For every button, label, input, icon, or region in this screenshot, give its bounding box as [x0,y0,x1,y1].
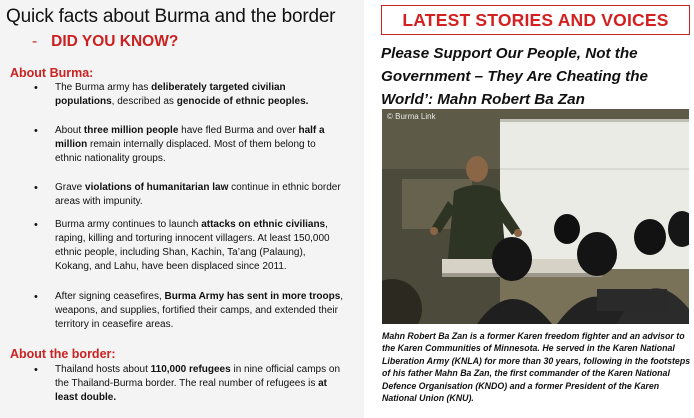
emphasis-text: violations of humanitarian law [85,182,229,193]
bullet-text [55,81,345,109]
classroom-photo [382,109,689,324]
bullet-text [55,181,345,209]
body-text: About [55,125,84,136]
photo-watermark: © Burma Link [387,112,436,121]
body-text: Grave [55,182,86,193]
about-burma-heading: About Burma: [10,66,94,80]
story-photo[interactable] [382,109,689,324]
body-text: , raping, killing and torturing innocent villagers. At least 150,000 ethnic people, including Shan, Kachin, Ta’ang (Palaung), Kokang, and Lahu, have been displaced since 2011. [55,219,330,272]
body-text: The Burma army has [55,82,152,93]
emphasis-text: half a million [55,125,325,150]
emphasis-text: Burma Army has sent in more troops [164,291,341,302]
story-caption: Mahn Robert Ba Zan is a former Karen freedom fighter and an advisor to the Karen Communities of Minnesota. He served in the Karen National Liberation Army (KNLA) for more than 30 years, following in the footsteps of his father Mahn Ba Zan, the first commander of the Karen National Defence Organisation (KNDO) and a former President of the Karen National Union (KNU). [382,331,691,404]
body-text: Thailand hosts about [55,364,151,375]
story-title-link[interactable]: Please Support Our People, Not the Government – They Are Cheating the World’: Mahn Robert Ba Zan [381,45,648,108]
subtitle-text: DID YOU KNOW? [51,33,179,50]
bullet-text [55,218,345,274]
body-text: , weapons, and supplies, fortified their camps, and extended their territory in ceasefire areas. [55,291,344,330]
body-text: , described as [111,96,177,107]
bullet-icon: • [34,219,38,231]
subtitle-dash: - [32,33,38,50]
bullet-icon: • [34,182,38,194]
bullet-icon: • [34,125,38,137]
body-text: have fled Burma and over [178,125,299,136]
quick-facts-title: Quick facts about Burma and the border [6,6,336,27]
bullet-text [55,290,345,332]
body-text: in nine official camps on the Thailand-Burma border. The real number of refugees is [55,364,341,389]
bullet-icon: • [34,291,38,303]
emphasis-text: deliberately targeted civilian populations [55,82,286,107]
body-text: remain internally displaced. Most of them belong to ethnic nationality groups. [55,139,316,164]
emphasis-text: genocide of ethnic peoples. [176,96,309,107]
bullet-text [55,124,345,166]
emphasis-text: three million people [83,125,179,136]
emphasis-text: attacks on ethnic civilians [201,219,326,230]
bullet-icon: • [34,82,38,94]
about-border-heading: About the border: [10,347,116,361]
bullet-icon: • [34,364,38,376]
body-text: Burma army continues to launch [55,219,202,230]
bullet-text [55,363,345,405]
latest-stories-banner[interactable]: LATEST STORIES AND VOICES [381,5,690,35]
emphasis-text: 110,000 refugees [150,364,231,375]
emphasis-text: at least double. [55,378,328,403]
stories-panel [378,0,694,418]
did-you-know-subtitle [32,33,178,51]
body-text: continue in ethnic border areas with impunity. [55,182,341,207]
body-text: After signing ceasefires, [55,291,165,302]
